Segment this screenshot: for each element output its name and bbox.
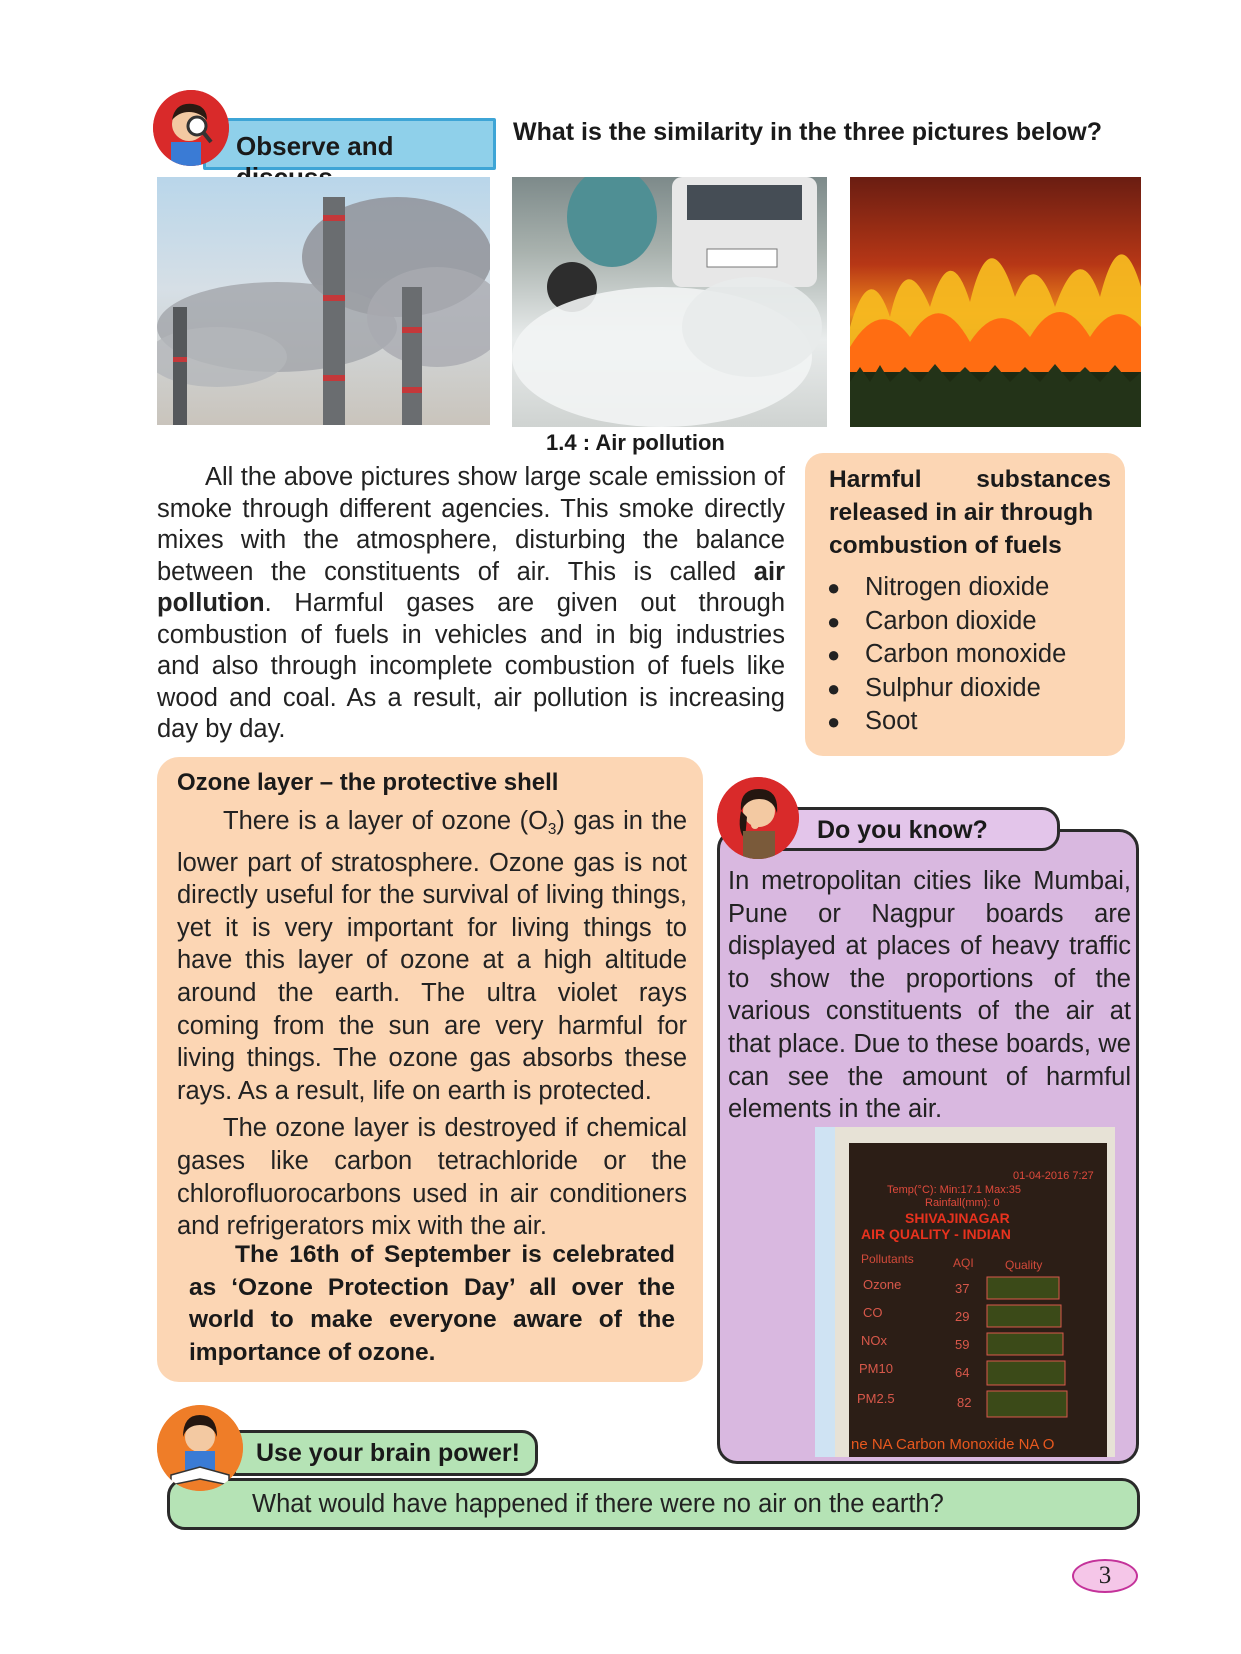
brain-power-label: Use your brain power! xyxy=(256,1439,520,1467)
board-row-name: Ozone xyxy=(863,1277,902,1292)
figure-caption: 1.4 : Air pollution xyxy=(546,430,725,455)
observe-question: What is the similarity in the three pictures below? xyxy=(513,118,1103,146)
board-quality-cell xyxy=(987,1361,1065,1385)
list-item xyxy=(827,605,1066,639)
board-quality-cell xyxy=(987,1391,1067,1417)
reading-girl-icon xyxy=(157,1405,243,1491)
ozone-subscript: 3 xyxy=(547,821,557,838)
magnifier-boy-icon xyxy=(153,90,229,166)
board-row-aqi: 82 xyxy=(957,1395,972,1410)
harmful-substances-box xyxy=(805,453,1125,756)
list-item-text: Sulphur dioxide xyxy=(865,673,1041,702)
bullet-icon: ● xyxy=(827,575,841,600)
intro-text-end: . Harmful gases are given out through combustion of fuels in vehicles and in big industries and also through incomplete combustion of fuels like wood and coal. As a result, air pollution is increasing day by day. xyxy=(157,589,785,743)
bullet-icon: ● xyxy=(827,675,841,701)
board-weather: Temp(°C): Min:17.1 Max:35 xyxy=(887,1184,1021,1196)
list-item xyxy=(827,705,1066,739)
board-row-aqi: 37 xyxy=(955,1281,970,1296)
board-row-name: PM2.5 xyxy=(857,1391,895,1406)
board-row-aqi: 59 xyxy=(955,1337,970,1352)
list-item xyxy=(827,571,1066,605)
harmful-substances-list xyxy=(827,571,1066,739)
bullet-icon: ● xyxy=(827,642,841,667)
thinking-girl-icon xyxy=(717,777,799,859)
board-header-aqi: AQI xyxy=(953,1256,974,1270)
board-station: SHIVAJINAGAR xyxy=(905,1210,1010,1226)
list-item xyxy=(827,672,1066,706)
board-station-subtitle: AIR QUALITY - INDIAN xyxy=(861,1226,1011,1242)
ozone-p1-end: ) gas in the lower part of stratosphere. Ozone gas is not directly useful for the survival of living things, yet it is very important for living things to have this layer of ozone at a high altitude around the earth. The ultra violet rays coming from the sun are very harmful for living things. The ozone gas absorbs these rays. As a result, life on earth is protected. xyxy=(177,807,687,1105)
vehicle-exhaust-photo xyxy=(512,177,827,427)
do-you-know-tag xyxy=(760,807,1060,851)
ozone-box-title: Ozone layer – the protective shell xyxy=(177,769,559,796)
board-row-name: CO xyxy=(863,1305,883,1320)
board-quality-cell xyxy=(987,1305,1061,1327)
page-number: 3 xyxy=(1072,1559,1138,1593)
list-item-text: Carbon monoxide xyxy=(865,640,1067,668)
harmful-title-line1: Harmful substances xyxy=(829,466,1111,493)
brain-power-tag xyxy=(233,1430,538,1476)
board-header-quality: Quality xyxy=(1005,1258,1043,1272)
observe-discuss-label: Observe and xyxy=(236,131,394,161)
intro-paragraph xyxy=(157,462,785,746)
ozone-p1-start: There is a layer of ozone (O xyxy=(223,807,548,835)
board-row-name: PM10 xyxy=(859,1361,893,1376)
board-row-aqi: 64 xyxy=(955,1365,970,1380)
board-datetime: 01-04-2016 7:27 xyxy=(1013,1170,1094,1182)
board-row-aqi: 29 xyxy=(955,1309,970,1324)
brain-power-question-bar xyxy=(167,1478,1140,1530)
air-pollution-term: air pollution xyxy=(157,557,785,617)
forest-fire-photo xyxy=(850,177,1141,427)
board-quality-cell xyxy=(987,1333,1063,1355)
factory-chimneys-photo xyxy=(157,177,490,425)
observe-discuss-tag xyxy=(203,118,496,170)
air-quality-board-photo xyxy=(815,1127,1115,1457)
harmful-substances-title xyxy=(829,463,1111,562)
bullet-icon: ● xyxy=(827,709,841,734)
board-ticker: ne NA Carbon Monoxide NA O xyxy=(851,1436,1055,1453)
board-quality-cell xyxy=(987,1277,1059,1299)
list-item-text: Soot xyxy=(865,707,918,735)
board-row-name: NOx xyxy=(861,1333,887,1348)
harmful-title-rest: released in air through combustion of fuels xyxy=(829,499,1094,559)
list-item xyxy=(827,638,1066,672)
ozone-box-text xyxy=(177,805,687,1243)
bullet-icon: ● xyxy=(827,608,841,634)
do-you-know-text: In metropolitan cities like Mumbai, Pune or Nagpur boards are displayed at places of heavy traffic to show the proportions of the various constituents of the air at that place. Due to these boards, we can see the amount of harmful elements in the air. xyxy=(728,867,1131,1124)
ozone-day-highlight xyxy=(189,1239,675,1369)
list-item-text: Nitrogen dioxide xyxy=(865,573,1050,601)
ozone-layer-box xyxy=(157,757,703,1382)
board-header-pollutants: Pollutants xyxy=(861,1252,914,1266)
do-you-know-label: Do you know? xyxy=(817,816,988,844)
board-rain: Rainfall(mm): 0 xyxy=(925,1197,1000,1209)
ozone-paragraph-1 xyxy=(177,805,687,1107)
list-item-text: Carbon dioxide xyxy=(865,606,1037,635)
ozone-day-text: The 16th of September is celebrated as ‘Ozone Protection Day’ all over the world to make everyone aware of the importance of ozone. xyxy=(189,1241,675,1366)
ozone-paragraph-2: The ozone layer is destroyed if chemical gases like carbon tetrachloride or the chlorofluorocarbons used in air conditioners and refrigerators mix with the air. xyxy=(177,1114,687,1241)
intro-text-start: All the above pictures show large scale emission of smoke through different agencies. This smoke directly mixes with the atmosphere, disturbing the balance between the constituents of air. This is called xyxy=(157,463,785,586)
brain-power-question: What would have happened if there were no air on the earth? xyxy=(252,1490,944,1518)
